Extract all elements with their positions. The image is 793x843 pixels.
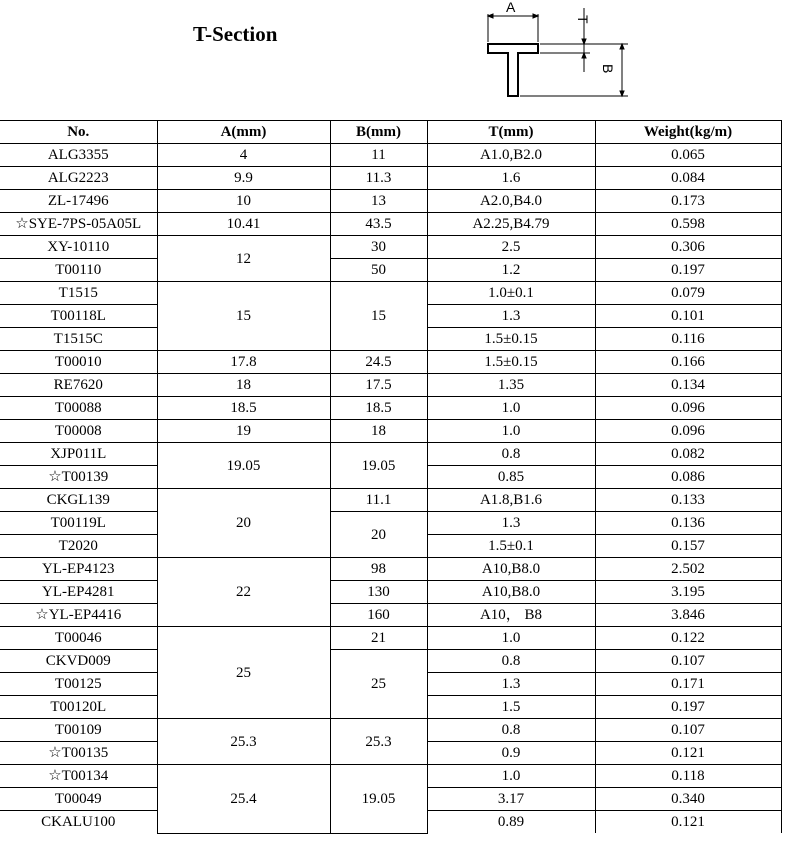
t-profile-shape: [488, 44, 538, 96]
cell-t: 0.85: [427, 466, 595, 489]
cell-weight: 0.122: [595, 627, 781, 650]
table-row: [0, 351, 781, 374]
cell-no: T00046: [0, 627, 157, 650]
cell-no: T00088: [0, 397, 157, 420]
table-row: [0, 190, 781, 213]
cell-a: 4: [157, 144, 330, 167]
cell-a: 25.3: [157, 719, 330, 765]
cell-weight: 0.171: [595, 673, 781, 696]
cell-t: A10,B8.0: [427, 558, 595, 581]
table-row: [0, 144, 781, 167]
cell-weight: 0.101: [595, 305, 781, 328]
cell-weight: 0.173: [595, 190, 781, 213]
cell-t: 0.8: [427, 443, 595, 466]
cell-weight: 0.107: [595, 650, 781, 673]
table-header-row: [0, 121, 781, 144]
cell-no: ☆YL-EP4416: [0, 604, 157, 627]
table-row: [0, 558, 781, 581]
cell-t: 0.8: [427, 650, 595, 673]
header-a: A(mm): [157, 121, 330, 144]
cell-b: 19.05: [330, 765, 427, 834]
table-body: [0, 144, 781, 834]
cell-t: 1.2: [427, 259, 595, 282]
cell-t: 1.0: [427, 627, 595, 650]
cell-a: 20: [157, 489, 330, 558]
cell-t: A1.8,B1.6: [427, 489, 595, 512]
table-row: [0, 627, 781, 650]
cell-t: 1.5±0.1: [427, 535, 595, 558]
cell-t: A1.0,B2.0: [427, 144, 595, 167]
table-row: [0, 765, 781, 788]
cell-weight: 0.166: [595, 351, 781, 374]
cell-t: 1.3: [427, 305, 595, 328]
cell-a: 18: [157, 374, 330, 397]
cell-b: 98: [330, 558, 427, 581]
cell-weight: 0.096: [595, 420, 781, 443]
cell-weight: 0.116: [595, 328, 781, 351]
table-row: [0, 443, 781, 466]
table-row: [0, 374, 781, 397]
cell-no: ☆SYE-7PS-05A05L: [0, 213, 157, 236]
cell-t: A2.0,B4.0: [427, 190, 595, 213]
cell-weight: 0.065: [595, 144, 781, 167]
cell-no: T1515: [0, 282, 157, 305]
cell-t: 1.3: [427, 512, 595, 535]
cell-b: 19.05: [330, 443, 427, 489]
cell-b: 24.5: [330, 351, 427, 374]
cell-t: 1.6: [427, 167, 595, 190]
cell-weight: 3.195: [595, 581, 781, 604]
cell-b: 30: [330, 236, 427, 259]
cell-t: 3.17: [427, 788, 595, 811]
cell-no: CKALU100: [0, 811, 157, 834]
cell-t: 1.0: [427, 765, 595, 788]
cell-t: 1.5±0.15: [427, 328, 595, 351]
cell-t: A10， B8: [427, 604, 595, 627]
cell-weight: 0.340: [595, 788, 781, 811]
cell-a: 18.5: [157, 397, 330, 420]
cell-t: 1.5±0.15: [427, 351, 595, 374]
cell-no: T2020: [0, 535, 157, 558]
header-weight: Weight(kg/m): [595, 121, 781, 144]
cell-no: ZL-17496: [0, 190, 157, 213]
t-section-table: [0, 120, 782, 834]
cell-t: 1.0: [427, 420, 595, 443]
cell-b: 160: [330, 604, 427, 627]
cell-weight: 2.502: [595, 558, 781, 581]
cell-weight: 0.084: [595, 167, 781, 190]
cell-no: T00125: [0, 673, 157, 696]
cell-a: 19: [157, 420, 330, 443]
header-b: B(mm): [330, 121, 427, 144]
cell-b: 11.3: [330, 167, 427, 190]
table-row: [0, 282, 781, 305]
cell-weight: 0.121: [595, 742, 781, 765]
cell-b: 50: [330, 259, 427, 282]
cell-a: 12: [157, 236, 330, 282]
cell-b: 25.3: [330, 719, 427, 765]
cell-t: 2.5: [427, 236, 595, 259]
table-row: [0, 420, 781, 443]
cell-b: 43.5: [330, 213, 427, 236]
cell-a: 25: [157, 627, 330, 719]
cell-a: 17.8: [157, 351, 330, 374]
cell-weight: 0.157: [595, 535, 781, 558]
table-row: [0, 167, 781, 190]
cell-weight: 0.107: [595, 719, 781, 742]
cell-no: T00049: [0, 788, 157, 811]
cell-no: T00118L: [0, 305, 157, 328]
cell-b: 20: [330, 512, 427, 558]
cell-no: T00119L: [0, 512, 157, 535]
cell-t: 0.9: [427, 742, 595, 765]
header-t: T(mm): [427, 121, 595, 144]
cell-no: T00120L: [0, 696, 157, 719]
cell-no: XJP011L: [0, 443, 157, 466]
cell-no: T00010: [0, 351, 157, 374]
cell-no: CKVD009: [0, 650, 157, 673]
cell-t: 1.0: [427, 397, 595, 420]
table-row: [0, 512, 781, 535]
cell-a: 22: [157, 558, 330, 627]
cell-b: 11: [330, 144, 427, 167]
cell-no: T00008: [0, 420, 157, 443]
cell-no: ☆T00134: [0, 765, 157, 788]
dimension-label-a: A: [506, 0, 516, 15]
cell-no: T1515C: [0, 328, 157, 351]
t-section-diagram: [0, 0, 793, 120]
cell-b: 11.1: [330, 489, 427, 512]
cell-a: 10.41: [157, 213, 330, 236]
cell-no: YL-EP4281: [0, 581, 157, 604]
cell-weight: 0.096: [595, 397, 781, 420]
cell-b: 18: [330, 420, 427, 443]
cell-no: RE7620: [0, 374, 157, 397]
table-row: [0, 236, 781, 259]
cell-t: 1.0±0.1: [427, 282, 595, 305]
cell-weight: 0.197: [595, 696, 781, 719]
cell-b: 130: [330, 581, 427, 604]
cell-a: 9.9: [157, 167, 330, 190]
table-row: [0, 604, 781, 627]
cell-no: ALG2223: [0, 167, 157, 190]
cell-weight: 0.598: [595, 213, 781, 236]
cell-b: 18.5: [330, 397, 427, 420]
table-row: [0, 259, 781, 282]
cell-t: 1.35: [427, 374, 595, 397]
header-no: No.: [0, 121, 157, 144]
cell-weight: 0.136: [595, 512, 781, 535]
cell-no: ☆T00139: [0, 466, 157, 489]
cell-weight: 0.197: [595, 259, 781, 282]
cell-b: 13: [330, 190, 427, 213]
cell-weight: 0.133: [595, 489, 781, 512]
cell-weight: 0.086: [595, 466, 781, 489]
cell-a: 25.4: [157, 765, 330, 834]
cell-no: T00109: [0, 719, 157, 742]
cell-t: A10,B8.0: [427, 581, 595, 604]
cell-a: 15: [157, 282, 330, 351]
cell-b: 21: [330, 627, 427, 650]
cell-no: CKGL139: [0, 489, 157, 512]
cell-t: 1.5: [427, 696, 595, 719]
table-row: [0, 489, 781, 512]
cell-t: A2.25,B4.79: [427, 213, 595, 236]
cell-weight: 0.134: [595, 374, 781, 397]
cell-t: 0.8: [427, 719, 595, 742]
cell-no: YL-EP4123: [0, 558, 157, 581]
cell-weight: 0.118: [595, 765, 781, 788]
cell-no: ALG3355: [0, 144, 157, 167]
cell-weight: 0.306: [595, 236, 781, 259]
cell-weight: 0.121: [595, 811, 781, 834]
cell-t: 1.3: [427, 673, 595, 696]
dimension-label-b: B: [600, 64, 616, 74]
cell-no: T00110: [0, 259, 157, 282]
table-row: [0, 581, 781, 604]
table-row: [0, 213, 781, 236]
table-row: [0, 719, 781, 742]
cell-b: 17.5: [330, 374, 427, 397]
table-row: [0, 397, 781, 420]
cell-a: 19.05: [157, 443, 330, 489]
cell-t: 0.89: [427, 811, 595, 834]
cell-weight: 0.082: [595, 443, 781, 466]
page-title: T-Section: [193, 22, 278, 46]
cell-b: 15: [330, 282, 427, 351]
dimension-label-t: T: [575, 15, 591, 24]
cell-a: 10: [157, 190, 330, 213]
cell-no: ☆T00135: [0, 742, 157, 765]
cell-weight: 3.846: [595, 604, 781, 627]
cell-weight: 0.079: [595, 282, 781, 305]
cell-no: XY-10110: [0, 236, 157, 259]
table-row: [0, 650, 781, 673]
cell-b: 25: [330, 650, 427, 719]
